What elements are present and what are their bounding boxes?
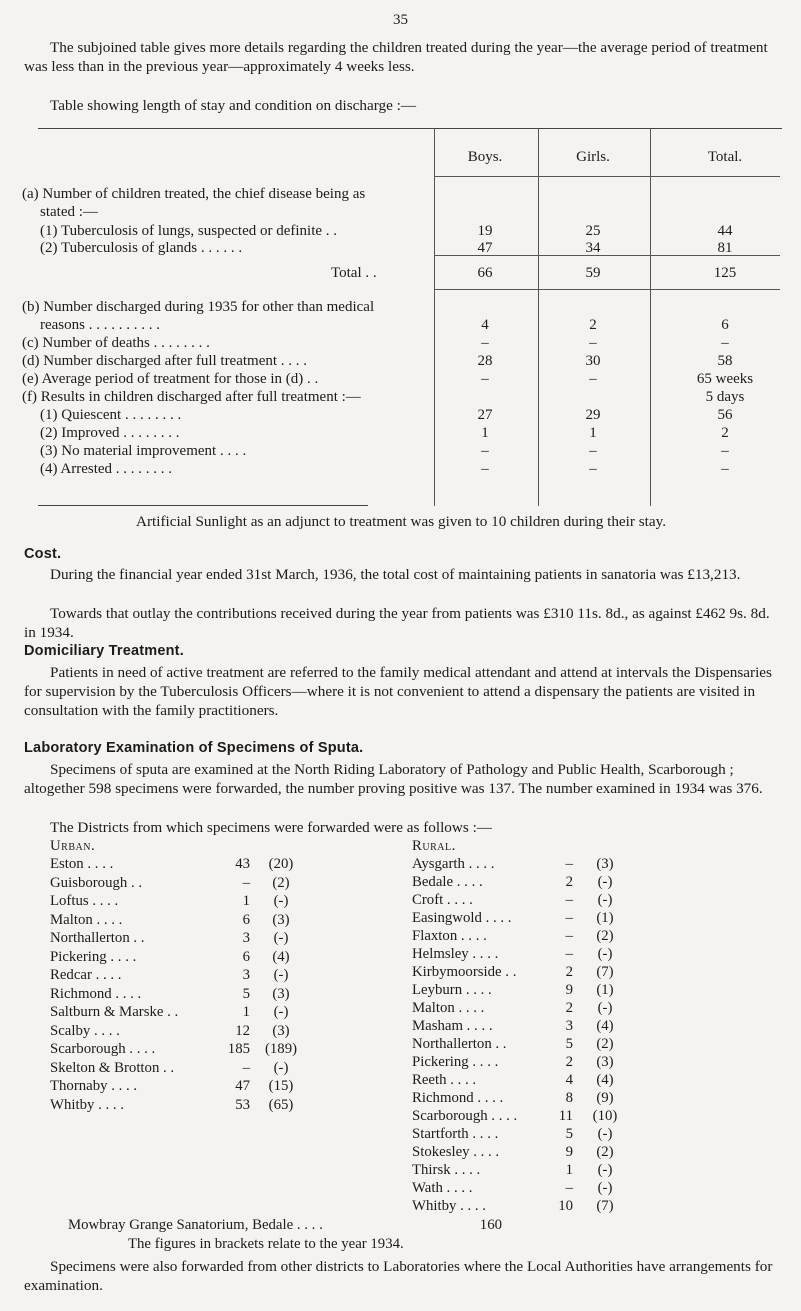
col-divider-2 bbox=[538, 128, 539, 506]
row-a2-girls: 34 bbox=[585, 240, 601, 256]
urban-district-1934-count: (4) bbox=[272, 948, 290, 965]
intro-paragraph: The subjoined table gives more details regarding the children treated during the year—the average period of treatment was less than in the previous year—approximately 4 weeks less. bbox=[24, 39, 768, 75]
urban-district-count: – bbox=[242, 1059, 250, 1076]
urban-district-name: Loftus . . . . bbox=[50, 893, 119, 909]
rural-district-name: Scarborough . . . . bbox=[412, 1108, 518, 1124]
mowbray-label: Mowbray Grange Sanatorium, Bedale . . . . bbox=[68, 1217, 323, 1233]
urban-district-count: 6 bbox=[242, 948, 250, 965]
header-girls: Girls. bbox=[576, 149, 610, 165]
urban-district-name: Scalby . . . . bbox=[50, 1022, 120, 1039]
cost-paragraph-2: Towards that outlay the contributions received during the year from patients was £310 11s. 8d., as against £462 9s. 8d. in 1934. bbox=[24, 605, 770, 641]
rural-district-name: Reeth . . . . bbox=[412, 1072, 477, 1088]
row-f3-girls: – bbox=[589, 443, 597, 459]
rural-district-1934-count: (3) bbox=[596, 1054, 614, 1070]
rural-district-count: 3 bbox=[565, 1018, 573, 1034]
urban-district-1934-count: (3) bbox=[272, 1022, 290, 1039]
row-d-label: (d) Number discharged after full treatment . . . . bbox=[22, 353, 308, 369]
subtotal-bottom-rule bbox=[434, 289, 780, 290]
urban-district-count: 5 bbox=[242, 985, 250, 1002]
urban-district-name: Malton . . . . bbox=[50, 911, 123, 928]
rural-district-count: 2 bbox=[565, 964, 573, 980]
rural-district-1934-count: (1) bbox=[596, 982, 614, 998]
total-girls: 59 bbox=[585, 265, 601, 281]
urban-district-name: Richmond . . . . bbox=[50, 985, 142, 1002]
rural-district-1934-count: (10) bbox=[592, 1108, 618, 1124]
rural-district-count: 2 bbox=[565, 874, 573, 890]
row-f4-total: – bbox=[721, 461, 729, 477]
row-f1-girls: 29 bbox=[585, 407, 601, 423]
rural-district-1934-count: (9) bbox=[596, 1090, 614, 1106]
row-f1-label: (1) Quiescent . . . . . . . . bbox=[40, 407, 182, 423]
urban-district-count: 47 bbox=[235, 1078, 250, 1094]
row-c-girls: – bbox=[589, 335, 597, 351]
urban-district-1934-count: (15) bbox=[268, 1078, 294, 1094]
urban-district-name: Guisborough . . bbox=[50, 874, 143, 891]
rural-district-name: Malton . . . . bbox=[412, 1000, 485, 1016]
row-f3-boys: – bbox=[481, 443, 489, 459]
rural-district-name: Leyburn . . . . bbox=[412, 982, 492, 998]
urban-district-name: Saltburn & Marske . . bbox=[50, 1004, 179, 1020]
rural-district-name: Bedale . . . . bbox=[412, 874, 483, 890]
rural-district-name: Pickering . . . . bbox=[412, 1054, 499, 1070]
rural-district-count: – bbox=[565, 910, 573, 926]
total-label: Total . . bbox=[331, 265, 377, 281]
closing-paragraph: Specimens were also forwarded from other districts to Laboratories where the Local Authorities have arrangements for examination. bbox=[24, 1258, 773, 1294]
row-f2-total: 2 bbox=[721, 425, 729, 441]
row-f2-girls: 1 bbox=[589, 425, 597, 441]
rural-district-count: – bbox=[565, 946, 573, 962]
urban-district-count: 43 bbox=[235, 856, 250, 872]
rural-district-name: Northallerton . . bbox=[412, 1036, 507, 1052]
rural-district-1934-count: (4) bbox=[596, 1072, 614, 1088]
laboratory-heading: Laboratory Examination of Specimens of Sputa. bbox=[24, 740, 364, 756]
table-bottom-rule bbox=[38, 505, 368, 506]
row-b-girls: 2 bbox=[589, 317, 597, 333]
page-number: 35 bbox=[393, 12, 408, 28]
urban-district-count: 1 bbox=[242, 893, 250, 909]
row-a2-label: (2) Tuberculosis of glands . . . . . . bbox=[40, 240, 243, 256]
urban-district-count: 12 bbox=[235, 1022, 250, 1039]
urban-district-name: Redcar . . . . bbox=[50, 967, 122, 983]
rural-district-count: 11 bbox=[558, 1108, 573, 1124]
rural-district-1934-count: (2) bbox=[596, 1144, 614, 1160]
rural-district-count: 1 bbox=[565, 1162, 573, 1178]
rural-district-name: Kirbymoorside . . bbox=[412, 964, 517, 980]
urban-district-1934-count: (-) bbox=[273, 893, 289, 909]
row-a1-total: 44 bbox=[717, 223, 733, 239]
domiciliary-heading: Domiciliary Treatment. bbox=[24, 643, 184, 659]
urban-district-count: – bbox=[242, 874, 250, 891]
rural-district-count: 2 bbox=[565, 1000, 573, 1016]
row-f-total: 5 days bbox=[705, 389, 745, 405]
row-d-total: 58 bbox=[717, 353, 733, 369]
row-e-label: (e) Average period of treatment for those in (d) . . bbox=[22, 371, 319, 387]
row-a2-total: 81 bbox=[717, 240, 733, 256]
urban-district-count: 1 bbox=[242, 1004, 250, 1020]
urban-district-1934-count: (189) bbox=[264, 1041, 298, 1057]
row-a1-boys: 19 bbox=[477, 223, 493, 239]
laboratory-paragraph-1: Specimens of sputa are examined at the North Riding Laboratory of Pathology and Public Health, Scarborough ; altogether 598 specimens were forwarded, the number proving positive was 137. The number examined in 1934 was 376. bbox=[24, 761, 763, 797]
stay-table bbox=[22, 149, 790, 477]
row-d-girls: 30 bbox=[585, 353, 601, 369]
mowbray-count: 160 bbox=[479, 1217, 502, 1233]
row-f3-total: – bbox=[721, 443, 729, 459]
urban-district-name: Scarborough . . . . bbox=[50, 1041, 156, 1057]
row-c-total: – bbox=[721, 335, 729, 351]
row-f1-boys: 27 bbox=[477, 407, 493, 423]
rural-district-1934-count: (-) bbox=[597, 892, 613, 908]
row-f2-boys: 1 bbox=[481, 425, 489, 441]
rural-district-count: – bbox=[565, 928, 573, 944]
rural-district-count: 8 bbox=[565, 1090, 573, 1106]
row-c-label: (c) Number of deaths . . . . . . . . bbox=[22, 335, 210, 351]
rural-district-name: Whitby . . . . bbox=[412, 1198, 486, 1214]
urban-district-1934-count: (-) bbox=[273, 1059, 289, 1076]
rural-district-name: Thirsk . . . . bbox=[412, 1162, 481, 1178]
urban-district-count: 6 bbox=[242, 911, 250, 928]
urban-district-1934-count: (65) bbox=[268, 1096, 294, 1113]
rural-district-1934-count: (4) bbox=[596, 1018, 614, 1034]
sunlight-note: Artificial Sunlight as an adjunct to treatment was given to 10 children during their stay. bbox=[135, 513, 667, 530]
domiciliary-paragraph: Patients in need of active treatment are referred to the family medical attendant and attend at intervals the Dispensaries for supervision by the Tuberculosis Officers—where it is not convenient to attend a dispensary the patients are visited in consultation with the family practitioners. bbox=[24, 664, 772, 719]
rural-district-1934-count: (-) bbox=[597, 1180, 613, 1196]
total-total: 125 bbox=[713, 265, 737, 281]
rural-district-name: Aysgarth . . . . bbox=[412, 856, 495, 872]
urban-district-name: Whitby . . . . bbox=[50, 1096, 124, 1113]
laboratory-paragraph-2: The Districts from which specimens were forwarded were as follows :— bbox=[50, 819, 492, 836]
col-divider-1 bbox=[434, 128, 435, 506]
urban-district-count: 3 bbox=[242, 930, 250, 946]
rural-district-count: – bbox=[565, 892, 573, 908]
urban-district-1934-count: (3) bbox=[272, 911, 290, 928]
urban-district-name: Eston . . . . bbox=[50, 856, 114, 872]
row-f2-label: (2) Improved . . . . . . . . bbox=[40, 425, 180, 441]
row-f1-total: 56 bbox=[717, 407, 733, 423]
urban-district-name: Northallerton . . bbox=[50, 930, 145, 946]
urban-district-name: Pickering . . . . bbox=[50, 948, 137, 965]
cost-heading: Cost. bbox=[24, 546, 62, 562]
cost-paragraph-1: During the financial year ended 31st March, 1936, the total cost of maintaining patients in sanatoria was £13,213. bbox=[50, 566, 741, 583]
rural-district-count: 10 bbox=[558, 1198, 573, 1214]
rural-district-1934-count: (1) bbox=[596, 910, 614, 926]
rural-district-name: Startforth . . . . bbox=[412, 1126, 499, 1142]
rural-district-1934-count: (-) bbox=[597, 1126, 613, 1142]
urban-district-count: 53 bbox=[235, 1096, 250, 1113]
rural-district-name: Masham . . . . bbox=[412, 1018, 493, 1034]
row-a2-boys: 47 bbox=[477, 240, 493, 256]
header-boys: Boys. bbox=[467, 149, 503, 165]
row-e-girls: – bbox=[589, 371, 597, 387]
rural-district-count: 2 bbox=[565, 1054, 573, 1070]
row-a1-label: (1) Tuberculosis of lungs, suspected or definite . . bbox=[40, 223, 338, 239]
row-f-label: (f) Results in children discharged after full treatment :— bbox=[22, 389, 361, 405]
rural-district-1934-count: (-) bbox=[597, 874, 613, 890]
brackets-note: The figures in brackets relate to the year 1934. bbox=[128, 1236, 404, 1252]
rural-district-1934-count: (2) bbox=[596, 928, 614, 944]
rural-district-1934-count: (7) bbox=[596, 1198, 614, 1214]
total-boys: 66 bbox=[477, 265, 493, 281]
urban-district-count: 185 bbox=[227, 1041, 250, 1057]
section-a-line1: (a) Number of children treated, the chief disease being as bbox=[22, 186, 366, 202]
rural-district-name: Wath . . . . bbox=[412, 1180, 473, 1196]
urban-district-name: Skelton & Brotton . . bbox=[50, 1059, 175, 1076]
urban-district-1934-count: (-) bbox=[273, 1004, 289, 1020]
row-e-total: 65 weeks bbox=[696, 371, 754, 387]
rural-district-count: 9 bbox=[565, 1144, 573, 1160]
table-caption: Table showing length of stay and condition on discharge :— bbox=[50, 97, 417, 114]
table-top-rule bbox=[38, 128, 782, 129]
rural-heading: Rural. bbox=[412, 838, 456, 854]
urban-district-1934-count: (-) bbox=[273, 930, 289, 946]
row-a1-girls: 25 bbox=[585, 223, 601, 239]
header-total: Total. bbox=[707, 149, 743, 165]
rural-district-1934-count: (2) bbox=[596, 1036, 614, 1052]
header-rule bbox=[434, 176, 780, 177]
section-a-line2: stated :— bbox=[40, 204, 98, 220]
row-e-boys: – bbox=[481, 371, 489, 387]
row-b-total: 6 bbox=[721, 317, 729, 333]
urban-district-1934-count: (-) bbox=[273, 967, 289, 983]
urban-district-1934-count: (3) bbox=[272, 985, 290, 1002]
row-f3-label: (3) No material improvement . . . . bbox=[40, 443, 247, 459]
rural-district-count: – bbox=[565, 856, 573, 872]
rural-district-name: Easingwold . . . . bbox=[412, 910, 512, 926]
urban-district-1934-count: (20) bbox=[268, 856, 294, 872]
row-b-line2: reasons . . . . . . . . . . bbox=[40, 317, 160, 333]
row-f4-boys: – bbox=[481, 461, 489, 477]
rural-district-count: 4 bbox=[565, 1072, 573, 1088]
rural-district-count: 5 bbox=[565, 1036, 573, 1052]
rural-district-1934-count: (-) bbox=[597, 1162, 613, 1178]
row-f4-label: (4) Arrested . . . . . . . . bbox=[40, 461, 173, 477]
rural-district-count: 5 bbox=[565, 1126, 573, 1142]
row-d-boys: 28 bbox=[477, 353, 493, 369]
rural-district-name: Helmsley . . . . bbox=[412, 946, 499, 962]
rural-district-1934-count: (7) bbox=[596, 964, 614, 980]
rural-district-1934-count: (-) bbox=[597, 946, 613, 962]
rural-district-name: Flaxton . . . . bbox=[412, 928, 487, 944]
urban-heading: Urban. bbox=[50, 838, 96, 854]
row-b-line1: (b) Number discharged during 1935 for other than medical bbox=[22, 299, 375, 315]
rural-district-1934-count: (-) bbox=[597, 1000, 613, 1016]
rural-district-name: Croft . . . . bbox=[412, 892, 473, 908]
row-f4-girls: – bbox=[589, 461, 597, 477]
rural-district-name: Richmond . . . . bbox=[412, 1090, 504, 1106]
urban-district-count: 3 bbox=[242, 967, 250, 983]
col-divider-3 bbox=[650, 128, 651, 506]
urban-district-name: Thornaby . . . . bbox=[50, 1078, 138, 1094]
rural-district-1934-count: (3) bbox=[596, 856, 614, 872]
urban-district-1934-count: (2) bbox=[272, 874, 290, 891]
row-c-boys: – bbox=[481, 335, 489, 351]
row-b-boys: 4 bbox=[481, 317, 489, 333]
rural-district-name: Stokesley . . . . bbox=[412, 1144, 500, 1160]
rural-district-count: – bbox=[565, 1180, 573, 1196]
rural-district-count: 9 bbox=[565, 982, 573, 998]
